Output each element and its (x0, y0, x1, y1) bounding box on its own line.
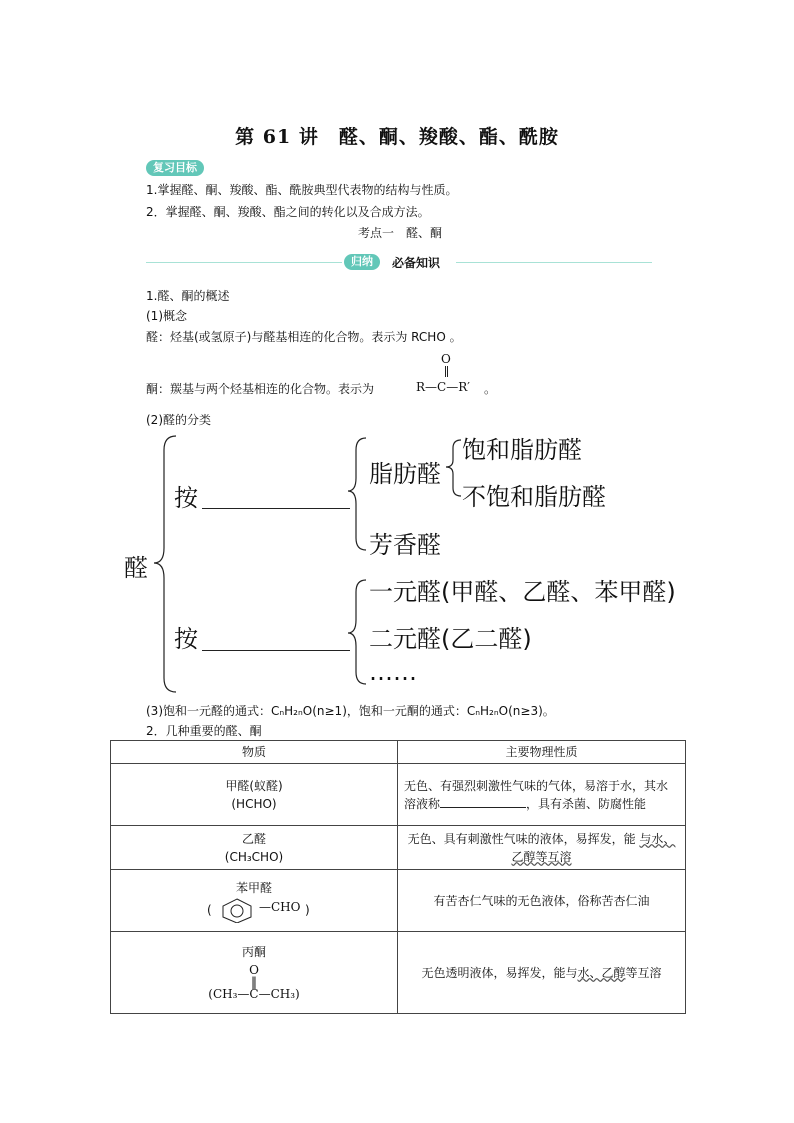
property-cell (398, 826, 686, 870)
ketone-formula: R—C—R′ (416, 380, 470, 394)
general-formula: (3)饱和一元醛的通式：CₙH₂ₙO(n≥1)，饱和一元酮的通式：CₙH₂ₙO(n≥3)。 (146, 704, 555, 718)
answer-blank (440, 795, 526, 808)
ketone-definition: 酮：羰基与两个烃基相连的化合物。表示为 (146, 382, 375, 396)
di-aldehyde: 二元醛(乙二醛) (369, 625, 532, 653)
substance-cell (111, 870, 398, 932)
acetone-double-bond: ‖ (251, 974, 257, 989)
kaodian-heading: 考点一 醛、酮 (358, 226, 443, 240)
goal-2: 2．掌握醛、酮、羧酸、酯之间的转化以及合成方法。 (146, 205, 430, 219)
property-cell (398, 932, 686, 1014)
property-text: 无色透明液体，易挥发，能与 (421, 965, 578, 980)
aldehyde-root: 醛 (124, 554, 148, 582)
table-row (111, 870, 686, 932)
property-underlined: 与水、乙醇等互溶 (511, 831, 676, 864)
substance-formula: (HCHO) (231, 796, 277, 811)
ellipsis: …… (369, 658, 417, 686)
s1-heading: 1.醛、酮的概述 (146, 289, 230, 303)
aliphatic-aldehyde: 脂肪醛 (369, 460, 441, 488)
acetone-oxygen: O (249, 962, 259, 977)
substance-name: 苯甲醛 (235, 880, 272, 895)
goal-1: 1.掌握醛、酮、羧酸、酯、酰胺典型代表物的结构与性质。 (146, 183, 458, 197)
classify-blank-2 (202, 650, 350, 651)
property-text: 无色、具有刺激性气味的液体，易挥发，能 (407, 831, 636, 846)
classify-by-2: 按 (174, 625, 198, 653)
close-paren: ) (305, 902, 310, 917)
review-goals-badge: 复习目标 (146, 160, 204, 176)
page-title: 第 61 讲 醛、酮、羧酸、酯、酰胺 (235, 126, 559, 148)
property-text-end: 等互溶 (625, 965, 662, 980)
benzene-ring-icon (217, 897, 257, 923)
table-header-row (111, 741, 686, 764)
table-row (111, 826, 686, 870)
unsaturated-aliphatic: 不饱和脂肪醛 (462, 483, 606, 511)
substance-cell (111, 764, 398, 826)
substance-cell (111, 826, 398, 870)
ketone-formula-oxygen: O (441, 352, 451, 366)
open-paren: ( (207, 902, 212, 917)
ketone-end: 。 (484, 382, 497, 396)
saturated-aliphatic: 饱和脂肪醛 (462, 436, 582, 464)
property-underlined: 水、乙醇 (577, 965, 626, 980)
section-badge: 归纳 (344, 254, 380, 270)
classify-by-1: 按 (174, 484, 198, 512)
table-row (111, 764, 686, 826)
aldehyde-definition: 醛：烃基(或氢原子)与醛基相连的化合物。表示为 RCHO 。 (146, 330, 462, 344)
property-cell (398, 764, 686, 826)
benzaldehyde-structure (117, 897, 391, 923)
section-title: 必备知识 (392, 256, 441, 270)
header-properties: 主要物理性质 (398, 741, 686, 764)
aldehyde-ketone-table (110, 740, 686, 1014)
substance-name: 乙醛 (241, 831, 266, 846)
classify-blank-1 (202, 508, 350, 509)
acetone-formula: (CH₃—C—CH₃) (208, 986, 300, 1001)
substance-cell (111, 932, 398, 1014)
header-substance: 物质 (111, 741, 398, 764)
benzaldehyde-group: —CHO (259, 899, 301, 914)
aromatic-aldehyde: 芳香醛 (369, 531, 441, 559)
property-text: 无色、有强烈刺激性气味的气体，易溶于水，其水溶液称 (404, 778, 669, 811)
classification-heading: (2)醛的分类 (146, 413, 211, 427)
s1-concept: (1)概念 (146, 309, 187, 323)
substance-formula: (CH₃CHO) (224, 849, 284, 864)
property-cell: 有苦杏仁气味的无色液体，俗称苦杏仁油 (398, 870, 686, 932)
mono-aldehyde: 一元醛(甲醛、乙醛、苯甲醛) (369, 578, 676, 606)
substance-name: 甲醛(蚁醛) (225, 778, 283, 793)
property-text-end: ，具有杀菌、防腐性能 (526, 796, 647, 811)
substance-name: 丙酮 (241, 944, 266, 959)
table-row (111, 932, 686, 1014)
s2-heading: 2．几种重要的醛、酮 (146, 724, 262, 738)
